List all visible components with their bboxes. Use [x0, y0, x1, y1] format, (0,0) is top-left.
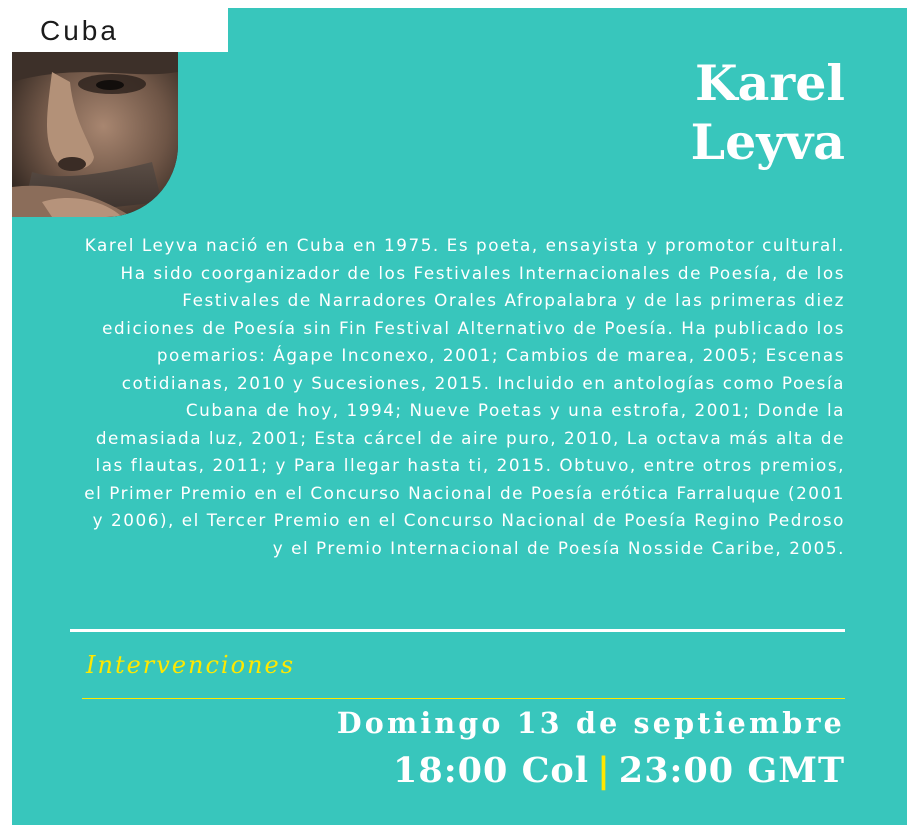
- country-tab: [12, 7, 228, 52]
- divider-white: [70, 629, 845, 632]
- event-times: [393, 750, 845, 791]
- author-photo: [12, 52, 178, 217]
- divider-yellow: [82, 698, 845, 699]
- author-name: [691, 54, 845, 172]
- time-gmt: 23:00 GMT: [618, 750, 845, 791]
- event-date: Domingo 13 de septiembre: [336, 706, 845, 740]
- country-label: Cuba: [40, 15, 119, 46]
- author-first-name: Karel: [695, 54, 845, 112]
- interventions-label: Intervenciones: [86, 651, 296, 679]
- author-bio: Karel Leyva nació en Cuba en 1975. Es poeta, ensayista y promotor cultural. Ha sido coorganizador de los Festivales Internacionales de Poesía, de los Festivales de Narradores Orales Afropalabra y de las primeras diez ediciones de Poesía sin Fin Festival Alternativo de Poesía. Ha publicado los poemarios: Ágape Inconexo, 2001; Cambios de marea, 2005; Escenas cotidianas, 2010 y Sucesiones, 2015. Incluido en antologías como Poesía Cubana de hoy, 1994; Nueve Poetas y una estrofa, 2001; Donde la demasiada luz, 2001; Esta cárcel de aire puro, 2010, La octava más alta de las flautas, 2011; y Para llegar hasta ti, 2015. Obtuvo, entre otros premios, el Primer Premio en el Concurso Nacional de Poesía erótica Farraluque (2001 y 2006), el Tercer Premio en el Concurso Nacional de Poesía Regino Pedroso y el Premio Internacional de Poesía Nosside Caribe, 2005.: [84, 235, 845, 558]
- time-separator: |: [597, 750, 611, 791]
- author-last-name: Leyva: [690, 113, 845, 171]
- time-local: 18:00 Col: [393, 750, 590, 791]
- author-portrait-image: [12, 52, 178, 217]
